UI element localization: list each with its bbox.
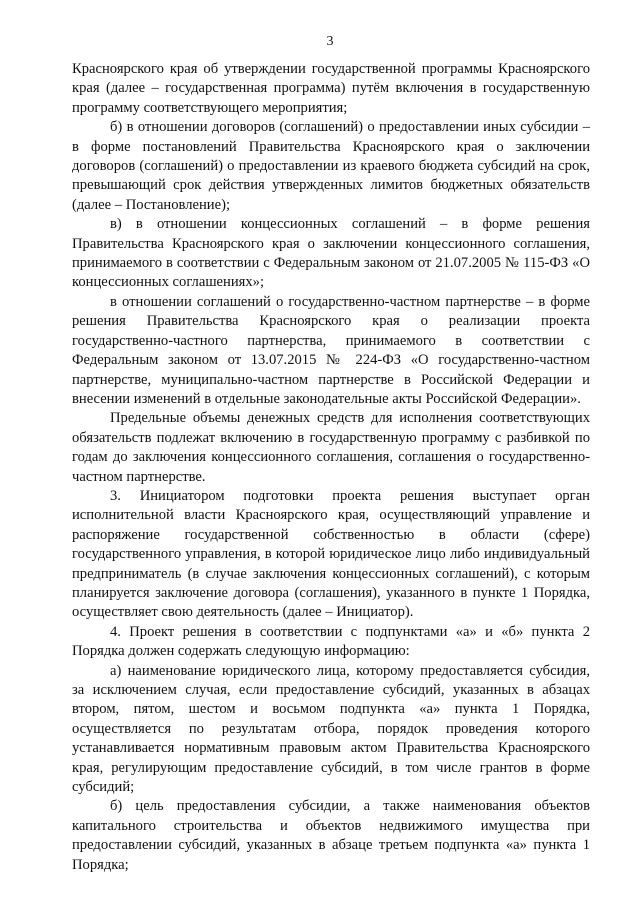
page-number: 3 xyxy=(326,34,334,49)
document-body xyxy=(72,60,590,875)
paragraph-item-b: б) в отношении договоров (соглашений) о предоставлении иных субсидии – в форме постановлений Правительства Красноярского края о заключении договоров (соглашений) о предоставлении из краевого бюджета субсидий на срок, превышающий срок действия утвержденных лимитов бюджетных обязательств (далее – Постановление); xyxy=(72,119,590,213)
paragraph-continuation: Красноярского края об утверждении государственной программы Красноярского края (далее – государственная программа) путём включения в государственную программу соответствующего мероприятия; xyxy=(72,61,590,116)
paragraph-subitem-a: а) наименование юридического лица, которому предоставляется субсидия, за исключением случая, если предоставление субсидий, указанных в абзацах втором, пятом, шестом и восьмом подпункта «а» пункта 1 Порядка, осуществляется по результатам отбора, порядок проведения которого устанавливается нормативным правовым актом Правительства Красноярского края, регулирующим предоставление субсидий, в том числе грантов в форме субсидий; xyxy=(72,662,590,796)
paragraph-subitem-b: б) цель предоставления субсидии, а также наименования объектов капитального строительства и объектов недвижимого имущества при предоставлении субсидий, указанных в абзаце третьем подпункта «а» пункта 1 Порядка; xyxy=(72,798,590,873)
paragraph-item-v: в) в отношении концессионных соглашений – в форме решения Правительства Красноярского края о заключении концессионного соглашения, принимаемого в соответствии с Федеральным законом от 21.07.2005 № 115-ФЗ «О концессионных соглашениях»; xyxy=(72,216,590,291)
paragraph-point-4: 4. Проект решения в соответствии с подпунктами «а» и «б» пункта 2 Порядка должен содержать следующую информацию: xyxy=(72,623,590,660)
paragraph-ppp: в отношении соглашений о государственно-частном партнерстве – в форме решения Правительства Красноярского края о реализации проекта государственно-частного партнерства, принимаемого в соответствии с Федеральным законом от 13.07.2015 № 224-ФЗ «О государственно-частном партнерстве, муниципально-частном партнерстве в Российской Федерации и внесении изменений в отдельные законодательные акты Российской Федерации». xyxy=(72,293,590,407)
paragraph-point-3: 3. Инициатором подготовки проекта решения выступает орган исполнительной власти Красноярского края, осуществляющий управление и распоряжение государственной собственностью в области (сфере) государственного управления, в которой юридическое лицо либо индивидуальный предприниматель (в случае заключения концессионных соглашений), с которым планируется заключение договора (соглашения), указанного в пункте 1 Порядка, осуществляет свою деятельность (далее – Инициатор). xyxy=(72,487,590,621)
paragraph-limits: Предельные объемы денежных средств для исполнения соответствующих обязательств подлежат включению в государственную программу с разбивкой по годам до заключения концессионного соглашения, соглашения о государственно-частном партнерстве. xyxy=(72,410,590,485)
